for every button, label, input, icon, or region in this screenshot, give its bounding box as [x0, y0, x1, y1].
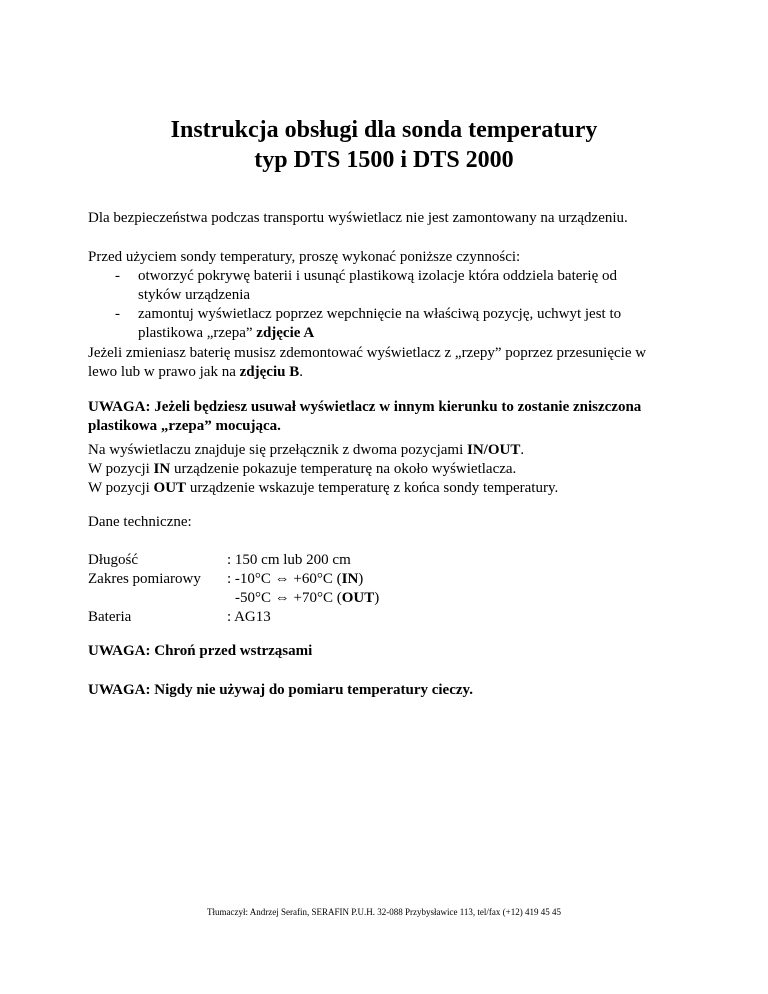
warning-2: UWAGA: Chroń przed wstrząsami: [88, 643, 313, 659]
range-in-text: : -10°C ⇔ +60°C (: [227, 571, 342, 587]
spec-range-label: Zakres pomiarowy: [88, 571, 201, 587]
spec-range-out: [235, 589, 379, 608]
switch-out-prefix: W pozycji: [88, 480, 150, 496]
switch-period: .: [520, 442, 525, 458]
step-1-line-2: styków urządzenia: [138, 287, 251, 303]
spec-length-value: : 150 cm lub 200 cm: [227, 552, 351, 568]
title-line-1: Instrukcja obsługi dla sonda temperatury: [170, 117, 598, 143]
warning-1-line-1: UWAGA: Jeżeli będziesz usuwał wyświetlacz w innym kierunku to zostanie zniszczona: [88, 399, 642, 415]
warning-1-line-2: plastikowa „rzepa” mocująca.: [88, 418, 281, 434]
switch-in-prefix: W pozycji: [88, 461, 150, 477]
step-1-line-1: otworzyć pokrywę baterii i usunąć plastikową izolacje która oddziela baterię od: [138, 268, 617, 284]
spec-range-in: [227, 570, 363, 589]
battery-period: .: [299, 364, 303, 380]
list-bullet: -: [115, 306, 120, 322]
range-in-label: IN: [341, 571, 359, 587]
range-out-label: OUT: [341, 590, 375, 606]
spec-battery-value: : AG13: [227, 609, 271, 625]
intro-paragraph: Dla bezpieczeństwa podczas transportu wyświetlacz nie jest zamontowany na urządzeniu.: [88, 210, 628, 226]
photo-a-reference: zdjęcie A: [256, 325, 315, 341]
switch-in-label: IN: [153, 461, 171, 477]
step-2-line-2: [138, 324, 314, 343]
switch-line-1: [88, 441, 524, 460]
step-2-text: plastikowa „rzepa”: [138, 325, 253, 341]
switch-positions: IN/OUT: [467, 442, 521, 458]
range-in-close: ): [358, 571, 364, 587]
translator-footer: Tłumaczył: Andrzej Serafin, SERAFIN P.U.H. 32-088 Przybysławice 113, tel/fax (+12) 419 45 45: [207, 907, 561, 917]
step-2-line-1: zamontuj wyświetlacz poprzez wepchnięcie na właściwą pozycję, uchwyt jest to: [138, 306, 622, 322]
warning-3: UWAGA: Nigdy nie używaj do pomiaru temperatury cieczy.: [88, 682, 473, 698]
photo-b-reference: zdjęciu B: [239, 364, 300, 380]
switch-in-description: urządzenie pokazuje temperaturę na około wyświetlacza.: [173, 461, 517, 477]
battery-line-1: Jeżeli zmieniasz baterię musisz zdemontować wyświetlacz z „rzepy” poprzez przesunięcie w: [88, 345, 647, 361]
title-line-2: typ DTS 1500 i DTS 2000: [254, 147, 514, 173]
range-out-text: -50°C ⇔ +70°C (: [235, 590, 342, 606]
switch-text: Na wyświetlaczu znajduje się przełącznik z dwoma pozycjami: [88, 442, 464, 458]
switch-out-description: urządzenie wskazuje temperaturę z końca sondy temperatury.: [189, 480, 559, 496]
switch-out-label: OUT: [153, 480, 187, 496]
spec-length-label: Długość: [88, 552, 138, 568]
list-bullet: -: [115, 268, 120, 284]
switch-line-3: [88, 479, 558, 498]
spec-battery-label: Bateria: [88, 609, 132, 625]
specs-heading: Dane techniczne:: [88, 514, 192, 530]
battery-text: lewo lub w prawo jak na: [88, 364, 236, 380]
range-out-close: ): [374, 590, 380, 606]
battery-line-2: [88, 363, 303, 382]
switch-line-2: [88, 460, 516, 479]
steps-heading: Przed użyciem sondy temperatury, proszę wykonać poniższe czynności:: [88, 249, 521, 265]
